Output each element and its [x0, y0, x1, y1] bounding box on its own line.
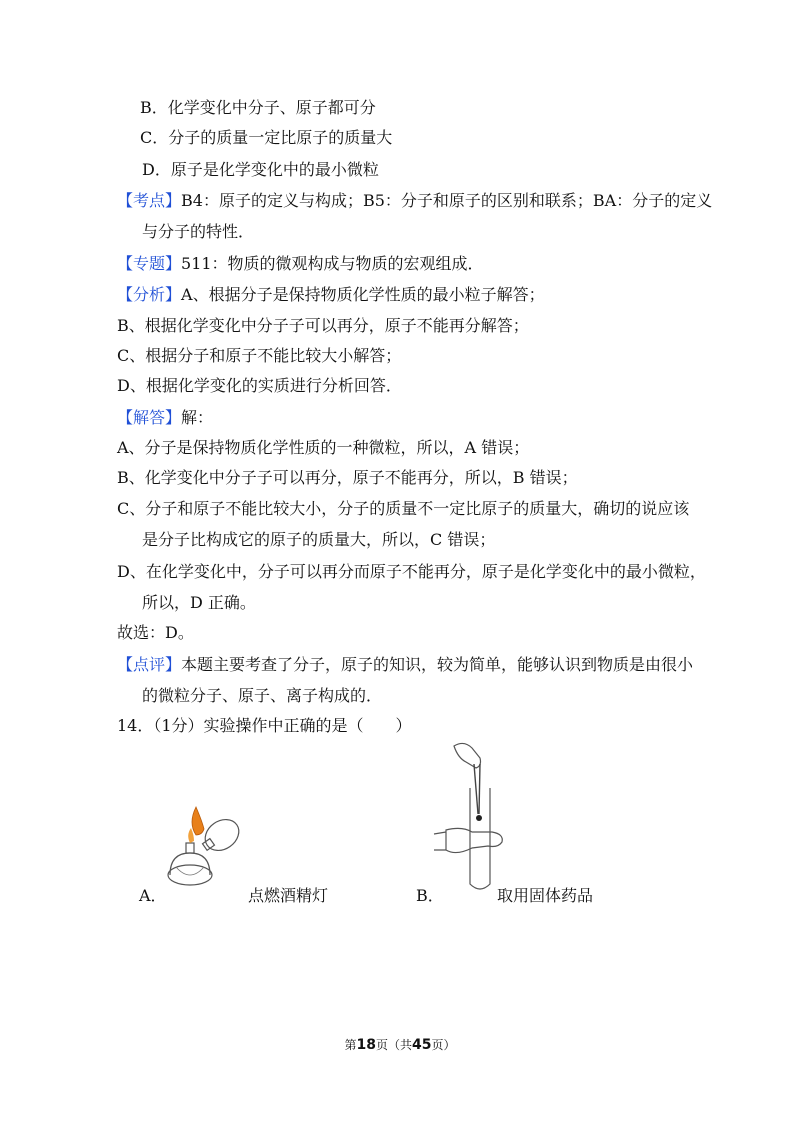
- option-d-line: D．原子是化学变化中的最小微粒: [142, 160, 379, 179]
- jieda-d2: 所以，D 正确。: [142, 593, 256, 612]
- answer-line: 故选：D。: [117, 623, 194, 642]
- option-a-label: 点燃酒精灯: [248, 886, 329, 905]
- dianping-continuation: 的微粒分子、原子、离子构成的．: [142, 686, 383, 705]
- option-c-line: C．分子的质量一定比原子的质量大: [140, 128, 393, 147]
- kaodian-line: [117, 191, 712, 211]
- jieda-c1: C、分子和原子不能比较大小，分子的质量不一定比原子的质量大，确切的说应该: [117, 499, 690, 518]
- jieda-a: A、分子是保持物质化学性质的一种微粒，所以，A 错误；: [117, 438, 530, 457]
- fenxi-a: A、根据分子是保持物质化学性质的最小粒子解答；: [181, 285, 545, 304]
- jieda-line: [117, 408, 213, 428]
- dianping-tag: 【点评】: [117, 655, 182, 674]
- fenxi-d: D、根据化学变化的实质进行分析回答．: [117, 376, 402, 395]
- jieda-d1: D、在化学变化中，分子可以再分而原子不能再分，原子是化学变化中的最小微粒，: [117, 562, 706, 581]
- dianping-text: 本题主要考查了分子，原子的知识，较为简单，能够认识到物质是由很小: [181, 655, 694, 674]
- kaodian-tag: 【考点】: [117, 191, 182, 210]
- footer-total-pages: 45: [412, 1037, 432, 1053]
- jieda-tag: 【解答】: [117, 408, 182, 427]
- zhuanti-line: [117, 254, 484, 274]
- flame-shape: [192, 807, 204, 835]
- option-a-letter: A．: [139, 886, 167, 905]
- option-b-line: B．化学变化中分子、原子都可分: [140, 98, 376, 117]
- option-b-label: 取用固体药品: [497, 886, 594, 905]
- fenxi-tag: 【分析】: [117, 285, 182, 304]
- solid-sample-dot: [476, 815, 482, 821]
- question-14-stem: 14．（1分）实验操作中正确的是（ ）: [117, 716, 412, 735]
- test-tube-illustration: [432, 738, 532, 898]
- fenxi-line: [117, 285, 545, 305]
- zhuanti-text: 511：物质的微观构成与物质的宏观组成．: [181, 254, 484, 273]
- option-b-letter: B．: [416, 886, 444, 905]
- alcohol-lamp-illustration: [160, 795, 260, 895]
- fenxi-c: C、根据分子和原子不能比较大小解答；: [117, 346, 402, 365]
- jieda-c2: 是分子比构成它的原子的质量大，所以，C 错误；: [142, 530, 496, 549]
- jieda-b: B、化学变化中分子子可以再分，原子不能再分，所以，B 错误；: [117, 468, 578, 487]
- zhuanti-tag: 【专题】: [117, 254, 182, 273]
- footer-page-number: 18: [356, 1037, 376, 1053]
- footer-post: 页）: [431, 1038, 456, 1052]
- dianping-line: [117, 655, 693, 675]
- jieda-lead: 解：: [181, 408, 214, 427]
- fenxi-b: B、根据化学变化中分子子可以再分，原子不能再分解答；: [117, 316, 529, 335]
- footer-mid: 页（共: [375, 1038, 412, 1052]
- kaodian-continuation: 与分子的特性．: [142, 222, 255, 241]
- footer-pre: 第: [344, 1038, 357, 1052]
- kaodian-text: B4：原子的定义与构成；B5：分子和原子的区别和联系；BA：分子的定义: [181, 191, 713, 210]
- page-footer: [0, 1036, 800, 1053]
